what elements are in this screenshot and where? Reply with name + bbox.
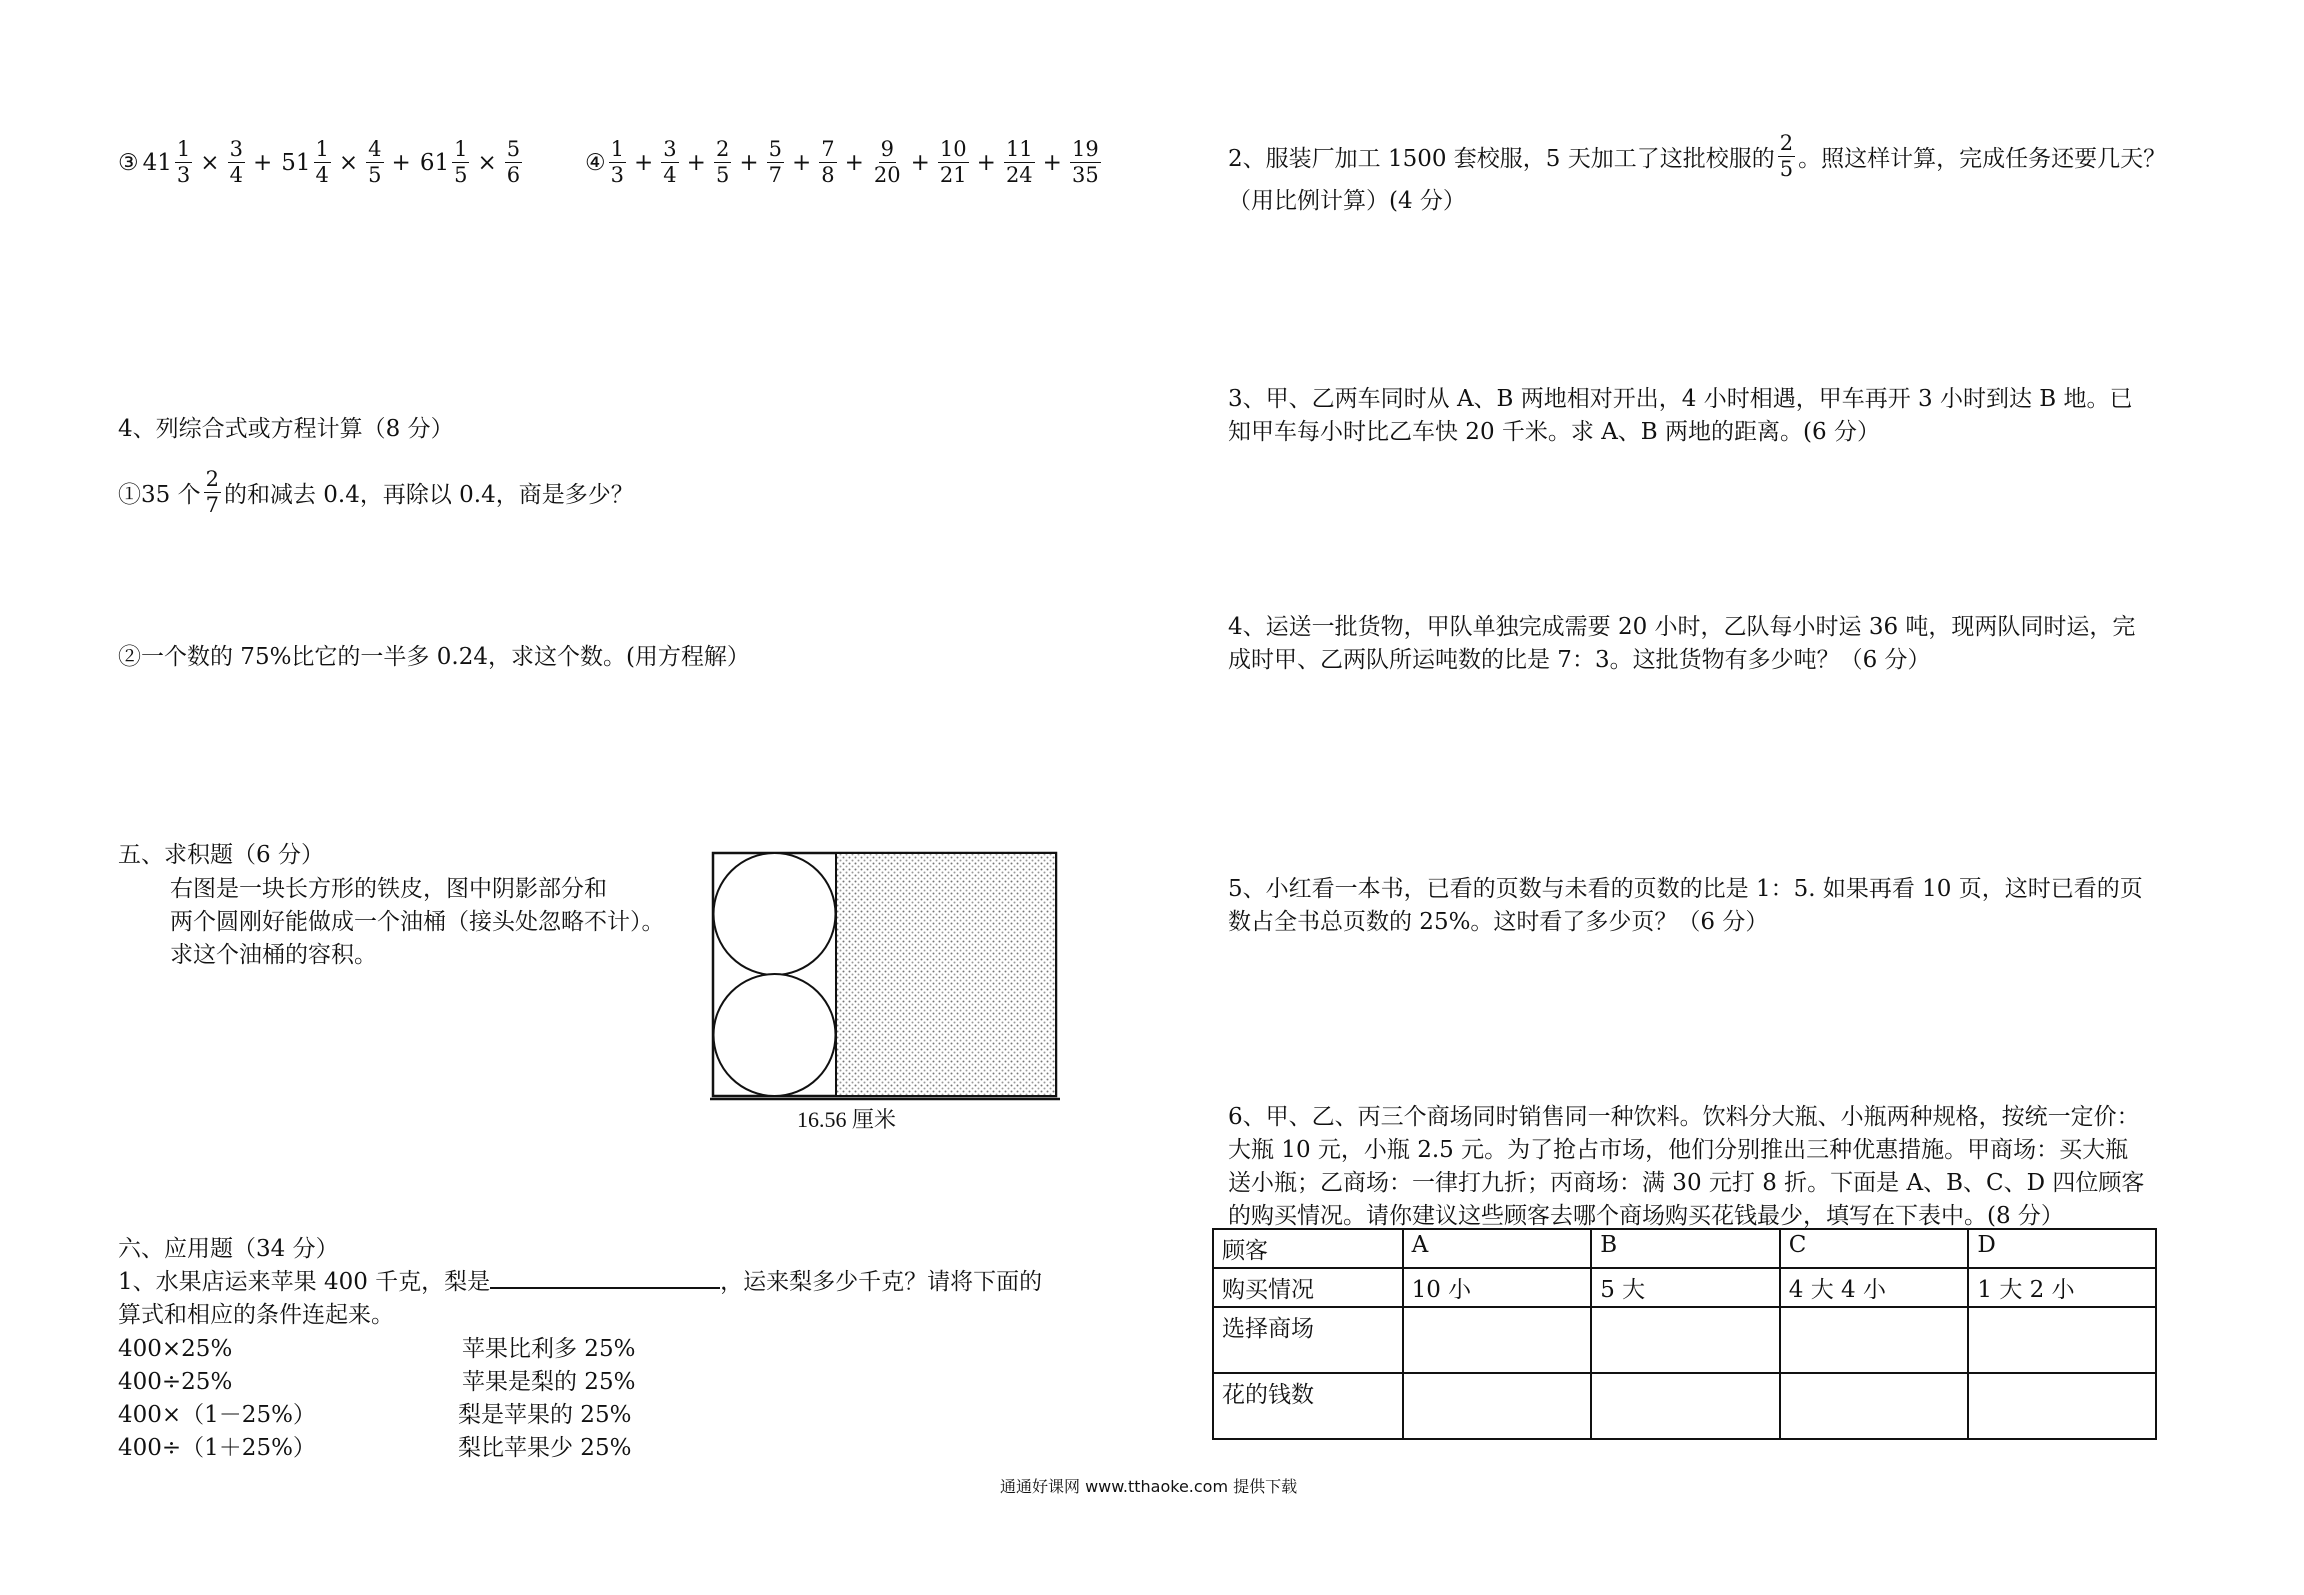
table-cell: 1 大 2 小 xyxy=(1968,1268,2156,1307)
right-question-6-line-3: 送小瓶；乙商场：一律打九折；丙商场：满 30 元打 8 折。下面是 A、B、C、D 四位顾客 xyxy=(1228,1170,2145,1196)
table-row xyxy=(1213,1307,2156,1373)
fraction: $\frac{7}{8}$ xyxy=(821,137,835,187)
right-question-2: 2、服装厂加工 1500 套校服，5 天加工了这批校服的 $\frac{2}{5}$ 。照这样计算，完成任务还要几天？ xyxy=(1228,131,2167,181)
formula-1[interactable]: 400×25% xyxy=(118,1336,233,1362)
fraction: $\frac{9}{20}$ xyxy=(873,137,901,187)
right-question-6-line-4: 的购买情况。请你建议这些顾客去哪个商场购买花钱最少，填写在下表中。(8 分） xyxy=(1228,1203,2064,1229)
right-question-2-line-2: （用比例计算）(4 分） xyxy=(1228,188,1466,214)
operator: × xyxy=(200,149,220,176)
operator: × xyxy=(477,149,497,176)
item-marker: ③ xyxy=(118,149,139,176)
purchase-table xyxy=(1212,1228,2157,1440)
table-row xyxy=(1213,1268,2156,1307)
operator: + xyxy=(976,149,996,176)
answer-cell[interactable] xyxy=(1780,1307,1969,1373)
expression-4 xyxy=(585,138,1104,187)
right-question-6-line-2: 大瓶 10 元，小瓶 2.5 元。为了抢占市场，他们分别推出三种优惠措施。甲商场：买大瓶 xyxy=(1228,1137,2129,1163)
footer-credit: 通通好课网 www.tthaoke.com 提供下载 xyxy=(1000,1477,1298,1496)
section-6-title: 六、应用题（34 分） xyxy=(118,1236,339,1262)
condition-2[interactable]: 苹果是梨的 25% xyxy=(462,1369,636,1395)
table-cell: 花的钱数 xyxy=(1213,1373,1403,1439)
shaded-region xyxy=(836,853,1056,1096)
fraction: $\frac{1}{3}$ xyxy=(610,137,624,187)
mixed-number-whole: 51 xyxy=(281,149,311,176)
table-header-cell: D xyxy=(1968,1229,2156,1268)
fraction: $\frac{10}{21}$ xyxy=(939,137,967,187)
fraction: $\frac{5}{6}$ xyxy=(506,137,521,187)
right-question-4-line-2: 成时甲、乙两队所运吨数的比是 7：3。这批货物有多少吨？（6 分） xyxy=(1228,647,1931,673)
answer-cell[interactable] xyxy=(1591,1307,1780,1373)
operator: + xyxy=(739,149,759,176)
table-header-cell: C xyxy=(1780,1229,1969,1268)
answer-cell[interactable] xyxy=(1403,1307,1592,1373)
right-question-6-line-1: 6、甲、乙、丙三个商场同时销售同一种饮料。饮料分大瓶、小瓶两种规格，按统一定价： xyxy=(1228,1104,2140,1130)
answer-cell[interactable] xyxy=(1591,1373,1780,1439)
section-4-question-2: ②一个数的 75%比它的一半多 0.24，求这个数。(用方程解） xyxy=(118,644,750,670)
operator: + xyxy=(910,149,930,176)
operator: × xyxy=(338,149,359,176)
fraction: $\frac{1}{4}$ xyxy=(315,137,329,187)
operator: + xyxy=(791,149,812,176)
table-row xyxy=(1213,1373,2156,1439)
operator: + xyxy=(686,149,706,176)
table-cell: 4 大 4 小 xyxy=(1780,1268,1969,1307)
fraction: $\frac{19}{35}$ xyxy=(1071,137,1099,187)
right-question-3-line-1: 3、甲、乙两车同时从 A、B 两地相对开出，4 小时相遇，甲车再开 3 小时到达 B 地。已 xyxy=(1228,386,2133,412)
fraction: $\frac{11}{24}$ xyxy=(1005,137,1033,187)
operator: + xyxy=(844,149,864,176)
fraction: $\frac{1}{3}$ xyxy=(176,137,191,187)
operator: + xyxy=(391,149,411,176)
answer-cell[interactable] xyxy=(1403,1373,1592,1439)
condition-3[interactable]: 梨是苹果的 25% xyxy=(458,1402,632,1428)
table-header-cell: A xyxy=(1403,1229,1592,1268)
right-question-3-line-2: 知甲车每小时比乙车快 20 千米。求 A、B 两地的距离。(6 分） xyxy=(1228,419,1880,445)
right-question-5-line-2: 数占全书总页数的 25%。这时看了多少页？（6 分） xyxy=(1228,909,1769,935)
table-header-cell: 顾客 xyxy=(1213,1229,1403,1268)
formula-2[interactable]: 400÷25% xyxy=(118,1369,233,1395)
table-cell: 购买情况 xyxy=(1213,1268,1403,1307)
right-question-5-line-1: 5、小红看一本书，已看的页数与未看的页数的比是 1：5. 如果再看 10 页，这时已看的页 xyxy=(1228,876,2143,902)
mixed-number-whole: 61 xyxy=(419,149,450,176)
fraction: $\frac{2}{7}$ xyxy=(205,467,219,517)
oil-drum-figure xyxy=(710,850,1060,1102)
section-5-line-3: 求这个油桶的容积。 xyxy=(170,942,377,968)
fraction: $\frac{1}{5}$ xyxy=(454,137,468,187)
condition-1[interactable]: 苹果比利多 25% xyxy=(462,1336,636,1362)
top-circle xyxy=(714,853,836,975)
mixed-number-whole: 41 xyxy=(142,149,172,176)
bottom-circle xyxy=(714,974,836,1096)
table-row xyxy=(1213,1229,2156,1268)
answer-cell[interactable] xyxy=(1968,1373,2156,1439)
table-cell: 选择商场 xyxy=(1213,1307,1403,1373)
question-text: 的和减去 0.4，再除以 0.4，商是多少？ xyxy=(223,482,634,508)
section-5-line-1: 右图是一块长方形的铁皮，图中阴影部分和 xyxy=(170,876,607,902)
formula-3[interactable]: 400×（1－25%） xyxy=(118,1402,316,1428)
fraction: $\frac{3}{4}$ xyxy=(663,137,677,187)
table-cell: 10 小 xyxy=(1403,1268,1592,1307)
table-header-cell: B xyxy=(1591,1229,1780,1268)
item-marker: ④ xyxy=(585,149,606,176)
fraction: $\frac{2}{5}$ xyxy=(1779,131,1794,181)
table-cell: 5 大 xyxy=(1591,1268,1780,1307)
operator: + xyxy=(252,149,273,176)
operator: + xyxy=(1042,149,1062,176)
expression-3 xyxy=(118,138,525,187)
section-5-line-2: 两个圆刚好能做成一个油桶（接头处忽略不计）。 xyxy=(170,909,665,935)
section-6-question-1-line-2: 算式和相应的条件连起来。 xyxy=(118,1302,394,1328)
condition-4[interactable]: 梨比苹果少 25% xyxy=(458,1435,632,1461)
fraction: $\frac{2}{5}$ xyxy=(715,137,730,187)
answer-cell[interactable] xyxy=(1968,1307,2156,1373)
section-4-title: 4、列综合式或方程计算（8 分） xyxy=(118,416,454,442)
fraction: $\frac{3}{4}$ xyxy=(229,137,243,187)
fraction: $\frac{4}{5}$ xyxy=(368,137,382,187)
figure-length-label: 16.56 厘米 xyxy=(797,1107,897,1132)
question-text: ①35 个 xyxy=(118,482,201,508)
section-6-question-1: 1、水果店运来苹果 400 千克，梨是 ，运来梨多少千克？请将下面的 xyxy=(118,1265,1042,1299)
section-4-question-1 xyxy=(118,468,634,517)
right-question-4-line-1: 4、运送一批货物，甲队单独完成需要 20 小时，乙队每小时运 36 吨，现两队同时运，完 xyxy=(1228,614,2136,640)
section-5-title: 五、求积题（6 分） xyxy=(118,842,324,868)
answer-cell[interactable] xyxy=(1780,1373,1969,1439)
formula-4[interactable]: 400÷（1＋25%） xyxy=(118,1435,316,1461)
fraction: $\frac{5}{7}$ xyxy=(768,137,782,187)
answer-blank[interactable] xyxy=(490,1265,720,1289)
operator: + xyxy=(634,149,654,176)
